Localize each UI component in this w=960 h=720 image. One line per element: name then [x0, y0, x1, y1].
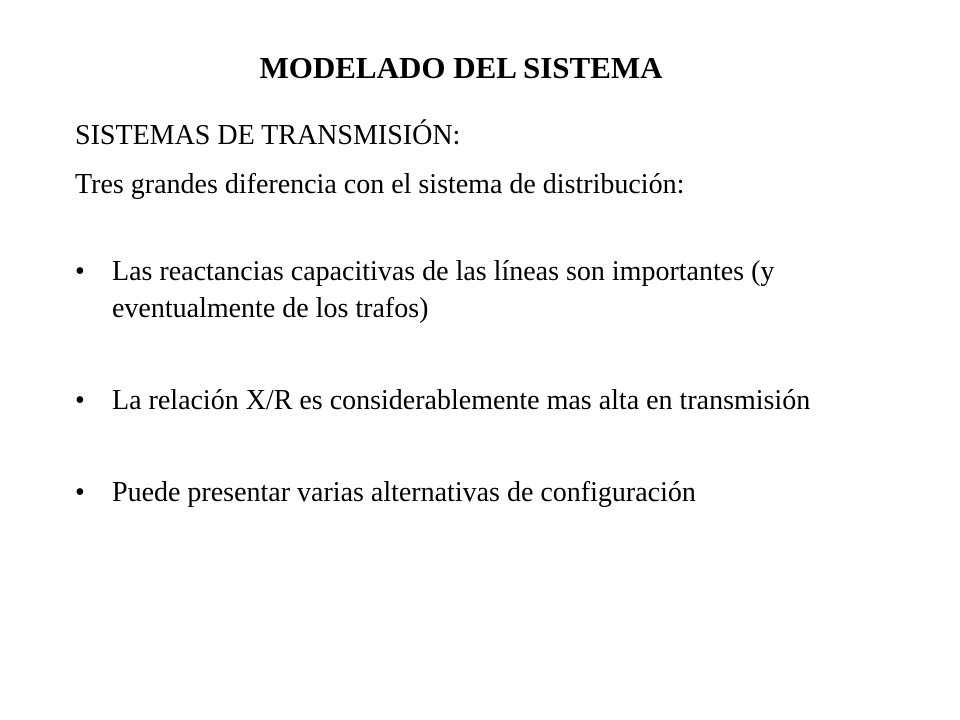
- bullet-text: Las reactancias capacitivas de las líneas son importantes (y eventualmente de los trafos): [112, 256, 775, 324]
- section-heading: SISTEMAS DE TRANSMISIÓN:: [75, 120, 461, 151]
- bullet-marker: •: [75, 256, 85, 287]
- intro-text: Tres grandes diferencia con el sistema de distribución:: [75, 169, 685, 200]
- slide-title: MODELADO DEL SISTEMA: [259, 50, 663, 85]
- bullet-marker: •: [75, 477, 85, 508]
- bullet-item: [75, 253, 915, 327]
- bullet-text: Puede presentar varias alternativas de configuración: [112, 477, 696, 508]
- bullet-item: [75, 382, 915, 419]
- bullet-text: La relación X/R es considerablemente mas alta en transmisión: [112, 385, 811, 416]
- bullet-marker: •: [75, 385, 85, 416]
- bullet-item: [75, 474, 915, 511]
- bullet-list: [75, 253, 915, 566]
